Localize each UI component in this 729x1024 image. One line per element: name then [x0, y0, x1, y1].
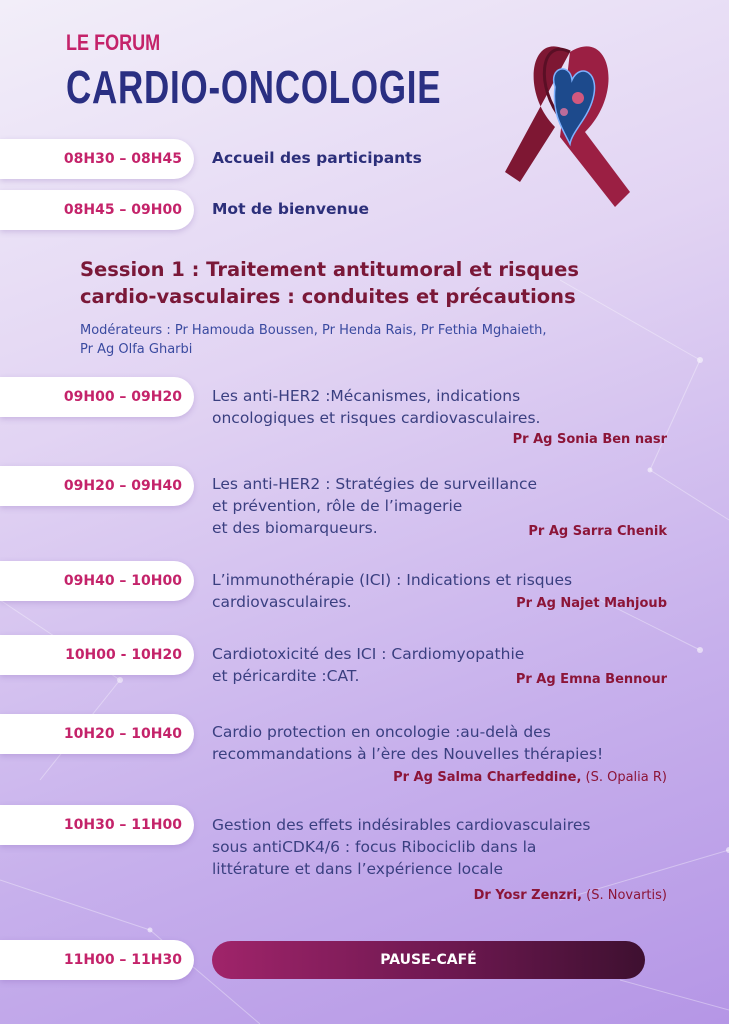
talk-line: Les anti-HER2 :Mécanismes, indications	[212, 387, 521, 405]
item-title: Accueil des participants	[212, 149, 422, 167]
talk-title	[212, 721, 603, 765]
speaker: Pr Ag Najet Mahjoub	[516, 596, 667, 611]
heart-ribbon-icon	[500, 32, 640, 217]
moderators-line: Modérateurs : Pr Hamouda Boussen, Pr Henda Rais, Pr Fethia Mghaieth,	[80, 323, 547, 338]
talk-line: sous antiCDK4/6 : focus Ribociclib dans la	[212, 838, 537, 856]
talk-title	[212, 643, 524, 687]
talk-line: oncologiques et risques cardiovasculaires.	[212, 409, 541, 427]
talk-line: cardiovasculaires.	[212, 593, 352, 611]
talk-line: littérature et dans l’expérience locale	[212, 860, 503, 878]
speaker: Pr Ag Sarra Chenik	[528, 524, 667, 539]
talk-line: Cardio protection en oncologie :au-delà des	[212, 723, 551, 741]
session-title-line: Session 1 : Traitement antitumoral et risques	[80, 258, 580, 281]
pause-cafe-banner	[212, 941, 645, 979]
talk-line: et prévention, rôle de l’imagerie	[212, 497, 463, 515]
talk-title	[212, 473, 537, 539]
time-slot: 11H00 – 11H30	[0, 940, 194, 980]
time-slot: 08H45 – 09H00	[0, 190, 194, 230]
time-slot: 10H20 – 10H40	[0, 714, 194, 754]
talk-title	[212, 814, 591, 880]
time-slot: 10H30 – 11H00	[0, 805, 194, 845]
time-slot: 08H30 – 08H45	[0, 139, 194, 179]
talk-line: Gestion des effets indésirables cardiovasculaires	[212, 816, 591, 834]
speaker: Pr Ag Emna Bennour	[515, 672, 667, 687]
talk-line: Cardiotoxicité des ICI : Cardiomyopathie	[212, 645, 525, 663]
talk-line: et péricardite :CAT.	[212, 667, 360, 685]
speaker	[474, 888, 667, 903]
speaker	[393, 770, 667, 785]
moderators	[80, 321, 547, 359]
forum-title: CARDIO-ONCOLOGIE	[66, 61, 442, 113]
time-slot: 09H40 – 10H00	[0, 561, 194, 601]
talk-line: recommandations à l’ère des Nouvelles thérapies!	[212, 745, 604, 763]
speaker-name: Dr Yosr Zenzri,	[473, 888, 583, 903]
talk-line: et des biomarqueurs.	[212, 519, 378, 537]
talk-line: L’immunothérapie (ICI) : Indications et risques	[212, 571, 573, 589]
moderators-line: Pr Ag Olfa Gharbi	[80, 342, 193, 357]
speaker: Pr Ag Sonia Ben nasr	[512, 432, 667, 447]
sponsor: (S. Novartis)	[582, 888, 667, 903]
item-title: Mot de bienvenue	[212, 200, 370, 218]
talk-line: Les anti-HER2 : Stratégies de surveillance	[212, 475, 538, 493]
session-title	[80, 256, 579, 310]
time-slot: 09H00 – 09H20	[0, 377, 194, 417]
talk-title	[212, 385, 540, 429]
session-title-line: cardio-vasculaires : conduites et précautions	[80, 285, 576, 308]
time-slot: 10H00 - 10H20	[0, 635, 194, 675]
sponsor: (S. Opalia R)	[581, 770, 667, 785]
time-slot: 09H20 – 09H40	[0, 466, 194, 506]
speaker-name: Pr Ag Salma Charfeddine,	[393, 770, 582, 785]
forum-label: LE FORUM	[66, 30, 161, 55]
pause-label: PAUSE-CAFÉ	[380, 952, 477, 968]
